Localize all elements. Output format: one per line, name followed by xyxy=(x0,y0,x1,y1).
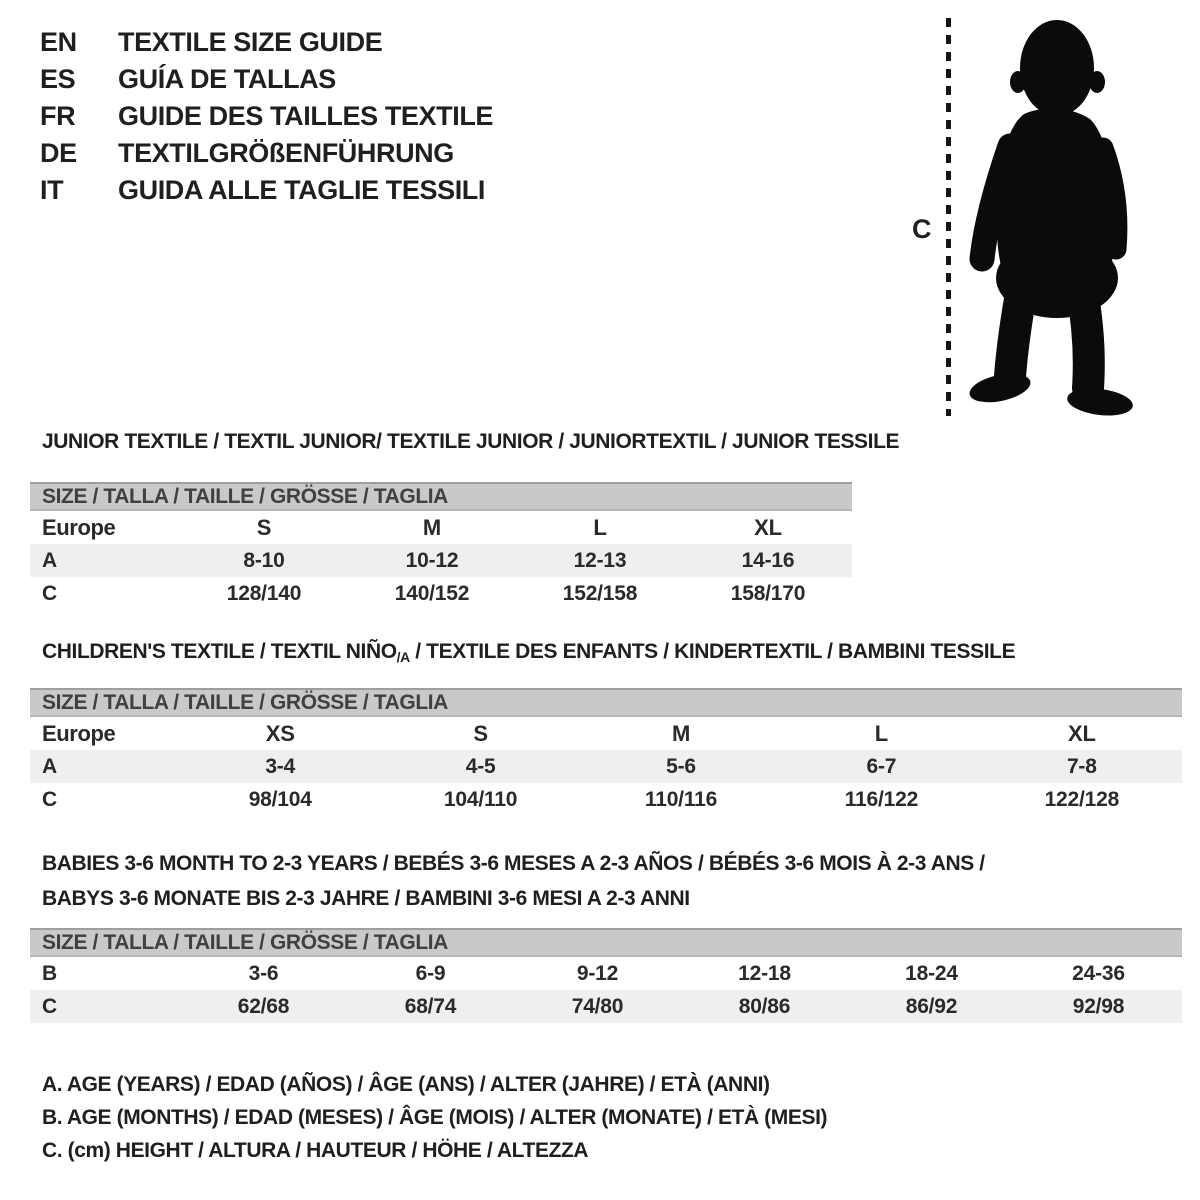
children-size-header-bar: SIZE / TALLA / TAILLE / GRÖSSE / TAGLIA xyxy=(30,688,1182,717)
cell-value: 116/122 xyxy=(844,787,919,811)
column-header: M xyxy=(671,720,691,746)
column-header: S xyxy=(473,720,488,746)
lang-code: FR xyxy=(40,101,76,131)
cell-value: 18-24 xyxy=(905,961,958,985)
lang-title: TEXTILE SIZE GUIDE xyxy=(118,27,383,57)
measurement-legend xyxy=(42,1068,827,1167)
lang-title: GUIDA ALLE TAGLIE TESSILI xyxy=(118,175,485,205)
lang-row-fr xyxy=(40,98,493,135)
height-marker-label: C xyxy=(912,214,932,244)
cell-value: 6-7 xyxy=(866,754,897,778)
column-header: M xyxy=(422,514,442,540)
cell-value: 158/170 xyxy=(730,581,806,605)
column-header: XL xyxy=(1067,720,1096,746)
babies-size-header-bar: SIZE / TALLA / TAILLE / GRÖSSE / TAGLIA xyxy=(30,928,1182,957)
cell-value: 10-12 xyxy=(405,548,459,572)
cell-value: 14-16 xyxy=(741,548,795,572)
junior-size-header-bar: SIZE / TALLA / TAILLE / GRÖSSE / TAGLIA xyxy=(30,482,852,511)
table-row xyxy=(30,577,852,610)
cell-value: 12-13 xyxy=(573,548,627,572)
column-header: L xyxy=(874,720,889,746)
junior-size-table xyxy=(30,482,852,610)
cell-value: 98/104 xyxy=(248,787,312,811)
column-header: Europe xyxy=(42,514,116,540)
cell-value: 6-9 xyxy=(415,961,446,985)
cell-value: 68/74 xyxy=(404,994,457,1018)
lang-code: ES xyxy=(40,64,76,94)
height-measure-figure xyxy=(900,0,1160,430)
lang-row-es xyxy=(40,61,493,98)
table-row xyxy=(30,544,852,577)
children-size-table xyxy=(30,688,1182,816)
language-title-list xyxy=(40,24,493,209)
table-row xyxy=(30,957,1182,990)
cell-value: 104/110 xyxy=(443,787,518,811)
cell-value: 24-36 xyxy=(1072,961,1125,985)
cell-value: 9-12 xyxy=(576,961,619,985)
cell-value: 110/116 xyxy=(644,787,718,811)
cell-value: 12-18 xyxy=(738,961,791,985)
lang-row-en xyxy=(40,24,493,61)
table-row xyxy=(30,750,1182,783)
row-label: A xyxy=(42,548,57,572)
children-heading-suffix: / TEXTILE DES ENFANTS / KINDERTEXTIL / BAMBINI TESSILE xyxy=(409,640,1016,663)
lang-title: TEXTILGRÖßENFÜHRUNG xyxy=(118,138,454,168)
column-header: XS xyxy=(265,720,295,746)
row-label: C xyxy=(42,994,57,1018)
cell-value: 62/68 xyxy=(237,994,290,1018)
children-heading-sub: /A xyxy=(396,649,410,665)
junior-column-header-row xyxy=(30,511,852,544)
cell-value: 3-6 xyxy=(248,961,279,985)
lang-row-it xyxy=(40,172,493,209)
lang-row-de xyxy=(40,135,493,172)
cell-value: 8-10 xyxy=(243,548,285,572)
table-row xyxy=(30,990,1182,1023)
junior-section-heading: JUNIOR TEXTILE / TEXTIL JUNIOR/ TEXTILE JUNIOR / JUNIORTEXTIL / JUNIOR TESSILE xyxy=(42,430,900,453)
column-header: L xyxy=(593,514,607,540)
cell-value: 128/140 xyxy=(226,581,302,605)
babies-heading-line1: BABIES 3-6 MONTH TO 2-3 YEARS / BEBÉS 3-6 MESES A 2-3 AÑOS / BÉBÉS 3-6 MOIS À 2-3 ANS / xyxy=(42,852,985,875)
cell-value: 74/80 xyxy=(571,994,624,1018)
babies-section-heading xyxy=(42,846,985,916)
table-row xyxy=(30,783,1182,816)
babies-size-table xyxy=(30,928,1182,1023)
cell-value: 140/152 xyxy=(394,581,470,605)
cell-value: 7-8 xyxy=(1066,754,1097,778)
children-column-header-row xyxy=(30,717,1182,750)
lang-title: GUÍA DE TALLAS xyxy=(118,64,336,94)
cell-value: 5-6 xyxy=(666,754,696,778)
legend-line-a: A. AGE (YEARS) / EDAD (AÑOS) / ÂGE (ANS) / ALTER (JAHRE) / ETÀ (ANNI) xyxy=(42,1073,770,1096)
row-label: B xyxy=(42,961,57,985)
cell-value: 86/92 xyxy=(905,994,958,1018)
cell-value: 3-4 xyxy=(265,754,296,778)
row-label: A xyxy=(42,754,57,778)
children-heading-prefix: CHILDREN'S TEXTILE / TEXTIL NIÑO xyxy=(42,640,397,663)
baby-silhouette-icon xyxy=(962,16,1142,416)
cell-value: 122/128 xyxy=(1044,787,1120,811)
row-label: C xyxy=(42,581,57,605)
lang-code: EN xyxy=(40,27,77,57)
row-label: C xyxy=(42,787,57,811)
column-header: S xyxy=(256,514,272,540)
cell-value: 152/158 xyxy=(562,581,638,605)
lang-code: IT xyxy=(40,175,64,205)
babies-heading-line2: BABYS 3-6 MONATE BIS 2-3 JAHRE / BAMBINI 3-6 MESI A 2-3 ANNI xyxy=(42,887,690,910)
lang-title: GUIDE DES TAILLES TEXTILE xyxy=(118,101,494,131)
column-header: XL xyxy=(754,514,782,540)
legend-line-c: C. (cm) HEIGHT / ALTURA / HAUTEUR / HÖHE / ALTEZZA xyxy=(42,1139,589,1162)
children-section-heading xyxy=(42,640,1015,665)
lang-code: DE xyxy=(40,138,77,168)
cell-value: 4-5 xyxy=(465,754,496,778)
height-dashed-line xyxy=(946,18,951,416)
legend-line-b: B. AGE (MONTHS) / EDAD (MESES) / ÂGE (MOIS) / ALTER (MONATE) / ETÀ (MESI) xyxy=(42,1106,828,1129)
column-header: Europe xyxy=(42,720,116,746)
cell-value: 92/98 xyxy=(1072,994,1125,1018)
cell-value: 80/86 xyxy=(738,994,791,1018)
